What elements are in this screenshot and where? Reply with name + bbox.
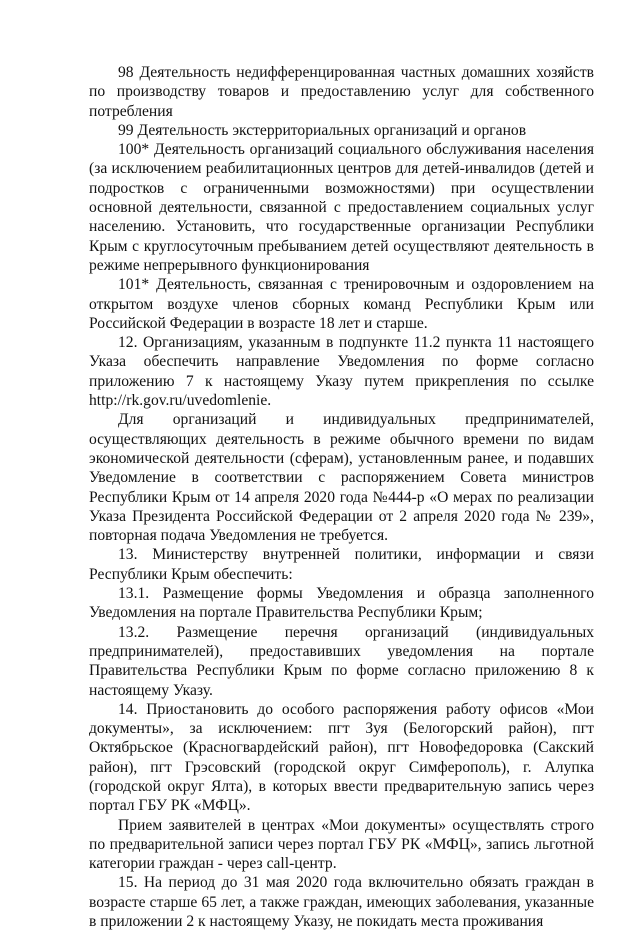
paragraph-clause-14-note: Прием заявителей в центрах «Мои документы» осуществлять строго по предварительной записи через портал ГБУ РК «МФЦ», запись льготной категории граждан - через call-центр.: [89, 816, 594, 873]
paragraph-clause-13-2: 13.2. Размещение перечня организаций (индивидуальных предпринимателей), предоставивших уведомления на портале Правительства Республики Крым по форме согласно приложению 8 к настоящему Указу.: [89, 623, 594, 699]
paragraph-item-99: 99 Деятельность экстерриториальных организаций и органов: [118, 121, 527, 139]
paragraph-clause-15: 15. На период до 31 мая 2020 года включительно обязать граждан в возрасте старше 65 лет, а также граждан, имеющих заболевания, указанные в приложении 2 к настоящему Указу, не покидать места проживания: [89, 874, 594, 931]
paragraph-clause-13-1: 13.1. Размещение формы Уведомления и образца заполненного Уведомления на портале Правительства Республики Крым;: [89, 585, 594, 622]
paragraph-item-100: 100* Деятельность организаций социального обслуживания населения (за исключением реабилитационных центров для детей-инвалидов (детей и подростков с ограниченными возможностями) при осуществлении основной деятельности, связанной с предоставлением социальных услуг населению. Установить, что государственные организации Республики Крым с круглосуточным пребыванием детей осуществляют деятельность в режиме непрерывного функционирования: [89, 141, 594, 274]
paragraph-clause-12-note: Для организаций и индивидуальных предпринимателей, осуществляющих деятельность в режиме обычного времени по видам экономической деятельности (сферам), установленным ранее, и подавших Уведомление в соответствии с распоряжением Совета министров Республики Крым от 14 апреля 2020 года №444-р «О мерах по реализации Указа Президента Российской Федерации от 2 апреля 2020 года № 239», повторная подача Уведомления не требуется.: [89, 411, 594, 545]
paragraph-item-98: 98 Деятельность недифференцированная частных домашних хозяйств по производству товаров и предоставлению услуг для собственного потребления: [89, 64, 594, 120]
paragraph-clause-12: 12. Организациям, указанным в подпункте 11.2 пункта 11 настоящего Указа обеспечить направление Уведомления по форме согласно приложению 7 к настоящему Указу путем прикрепления по ссылке http://rk.gov.ru/uvedomlenie.: [89, 334, 594, 410]
paragraph-item-101: 101* Деятельность, связанная с тренировочным и оздоровлением на открытом воздухе членов сборных команд Республики Крым или Российской Федерации в возрасте 18 лет и старше.: [89, 276, 594, 332]
paragraph-clause-14: 14. Приостановить до особого распоряжения работу офисов «Мои документы», за исключением: пгт Зуя (Белогорский район), пгт Октябрьское (Красногвардейский район), пгт Новофедоровка (Сакский район), пгт Грэсовский (городской округ Симферополь), г. Алупка (городской округ Ялта), в которых ввести предварительную запись через портал ГБУ РК «МФЦ».: [89, 700, 594, 815]
paragraph-clause-13: 13. Министерству внутренней политики, информации и связи Республики Крым обеспечить:: [89, 546, 594, 583]
document-page: [89, 63, 594, 931]
